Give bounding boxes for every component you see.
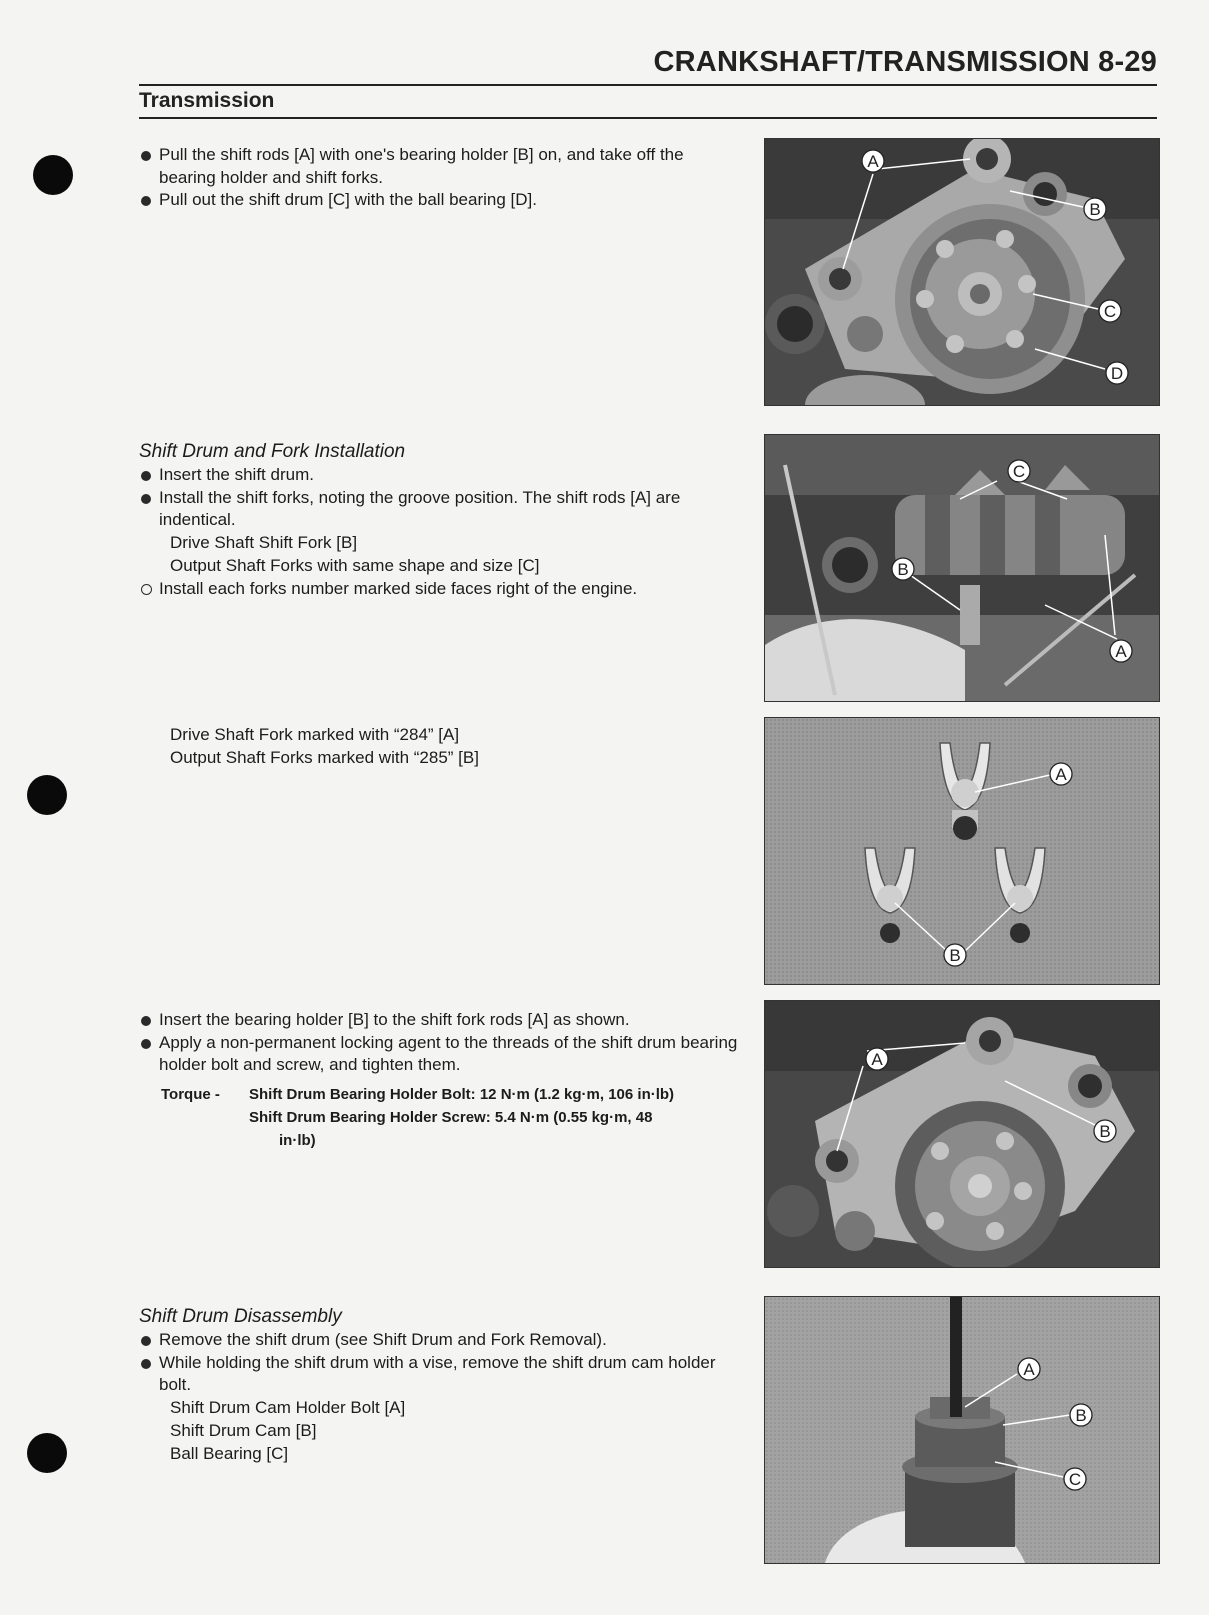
svg-text:C: C (1103, 302, 1117, 321)
callout-label (1084, 198, 1106, 220)
torque-spec (139, 1083, 739, 1152)
binder-hole-middle (27, 775, 67, 815)
disassembly-steps (139, 1305, 739, 1465)
step-item: Pull the shift rods [A] with one's bearing holder [B] on, and take off the bearing holder and shift forks. (139, 144, 739, 189)
holder-steps (139, 1009, 739, 1152)
torque-value: in·lb) (279, 1132, 316, 1150)
part-label: Output Shaft Forks marked with “285” [B] (170, 747, 479, 767)
svg-text:A: A (871, 1050, 883, 1069)
step-item: Apply a non-permanent locking agent to the threads of the shift drum bearing holder bolt and screw, and tighten them. (139, 1032, 739, 1077)
section-title: Transmission (139, 89, 275, 112)
callout-label (892, 558, 914, 580)
part-label: Drive Shaft Shift Fork [B] (170, 533, 358, 553)
figure-shift-rod-removal (764, 138, 1160, 406)
callout-label (1110, 640, 1132, 662)
callout-label (1106, 362, 1128, 384)
svg-text:B: B (1099, 1122, 1111, 1141)
figure-shift-fork-installation (764, 434, 1160, 702)
callout-label (1094, 1120, 1116, 1142)
callout-label (944, 944, 966, 966)
callout-label (1099, 300, 1121, 322)
svg-text:C: C (1012, 462, 1026, 481)
torque-value: Shift Drum Bearing Holder Screw: 5.4 N·m (0.55 kg·m, 48 (249, 1109, 653, 1127)
part-label: Drive Shaft Fork marked with “284” [A] (170, 725, 460, 744)
part-label: Shift Drum Cam [B] (170, 1420, 317, 1440)
header-rule (139, 84, 1157, 86)
binder-hole-top (33, 155, 73, 195)
step-item: Remove the shift drum (see Shift Drum and Fork Removal). (139, 1329, 739, 1352)
svg-text:A: A (1115, 642, 1127, 661)
removal-steps (139, 144, 739, 212)
svg-text:B: B (897, 560, 909, 579)
callout-label (1008, 460, 1030, 482)
figure-bearing-holder-installation (764, 1000, 1160, 1268)
step-item: Install the shift forks, noting the groove position. The shift rods [A] are indentical. (139, 487, 739, 532)
svg-text:D: D (1110, 364, 1124, 383)
fork-marks (139, 724, 739, 769)
disassembly-heading: Shift Drum Disassembly (139, 1306, 342, 1327)
callout-label (1050, 763, 1072, 785)
callout-label (866, 1048, 888, 1070)
step-item: While holding the shift drum with a vise, remove the shift drum cam holder bolt. (139, 1352, 739, 1397)
svg-text:B: B (949, 946, 961, 965)
svg-text:B: B (1089, 200, 1101, 219)
figure-shift-fork-marks (764, 717, 1160, 985)
part-label: Ball Bearing [C] (170, 1443, 289, 1463)
section-rule (139, 117, 1157, 119)
svg-text:A: A (1055, 765, 1067, 784)
svg-text:A: A (867, 152, 879, 171)
installation-heading: Shift Drum and Fork Installation (139, 441, 406, 462)
callout-label (1064, 1468, 1086, 1490)
part-label: Output Shaft Forks with same shape and size [C] (170, 555, 540, 575)
step-item: Insert the bearing holder [B] to the shift fork rods [A] as shown. (139, 1009, 739, 1032)
binder-hole-bottom (27, 1433, 67, 1473)
callout-label (862, 150, 884, 172)
callout-label (1070, 1404, 1092, 1426)
torque-value: Shift Drum Bearing Holder Bolt: 12 N·m (1.2 kg·m, 106 in·lb) (249, 1086, 675, 1104)
note-item: Install each forks number marked side faces right of the engine. (139, 578, 739, 601)
svg-text:C: C (1068, 1470, 1082, 1489)
part-label: Shift Drum Cam Holder Bolt [A] (170, 1398, 406, 1418)
installation-steps (139, 440, 739, 600)
page-header-title: CRANKSHAFT/TRANSMISSION 8-29 (653, 46, 1157, 78)
step-item: Pull out the shift drum [C] with the ball bearing [D]. (139, 189, 739, 212)
torque-label: Torque - (161, 1086, 220, 1104)
step-item: Insert the shift drum. (139, 464, 739, 487)
callout-label (1018, 1358, 1040, 1380)
svg-text:A: A (1023, 1360, 1035, 1379)
svg-text:B: B (1075, 1406, 1087, 1425)
figure-shift-drum-disassembly (764, 1296, 1160, 1564)
